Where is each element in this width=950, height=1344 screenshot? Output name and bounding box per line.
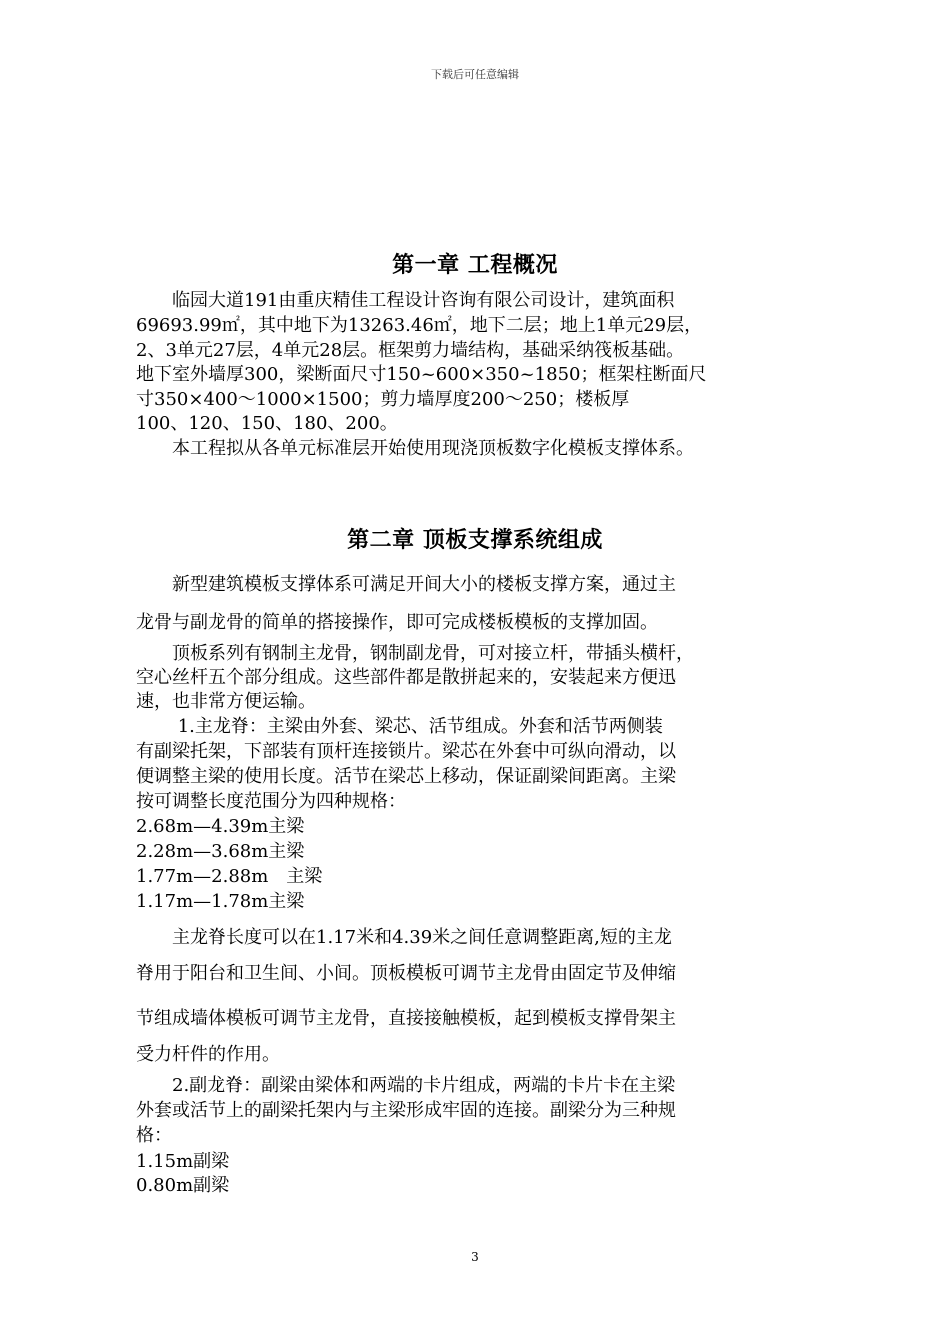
chapter-1-title: 第一章 工程概况 (392, 253, 558, 278)
body-line: 100、120、150、180、200。 (136, 413, 398, 434)
body-line: 龙骨与副龙骨的简单的搭接操作，即可完成楼板模板的支撑加固。 (136, 612, 658, 633)
spec-line: 0.80m副梁 (136, 1175, 230, 1196)
page-header: 下载后可任意编辑 (431, 68, 519, 81)
body-line: 速，也非常方便运输。 (136, 691, 316, 712)
body-line: 节组成墙体模板可调节主龙骨，直接接触模板，起到模板支撑骨架主 (136, 1008, 676, 1029)
body-line: 按可调整长度范围分为四种规格： (136, 791, 406, 812)
body-line: 受力杆件的作用。 (136, 1044, 280, 1065)
body-line: 格： (136, 1125, 172, 1146)
spec-line: 1.77m—2.88m 主梁 (136, 866, 323, 887)
body-line: 寸350×400～1000×1500；剪力墙厚度200～250；楼板厚 (136, 389, 630, 410)
body-line: 2、3单元27层，4单元28层。框架剪力墙结构，基础采纳筏板基础。 (136, 340, 685, 361)
body-line: 主龙脊长度可以在1.17米和4.39米之间任意调整距离,短的主龙 (136, 927, 672, 948)
body-line: 2.副龙脊：副梁由梁体和两端的卡片组成，两端的卡片卡在主梁 (136, 1075, 676, 1096)
body-line: 有副梁托架，下部装有顶杆连接锁片。梁芯在外套中可纵向滑动，以 (136, 741, 676, 762)
page-number: 3 (471, 1250, 479, 1264)
body-line: 本工程拟从各单元标准层开始使用现浇顶板数字化模板支撑体系。 (136, 438, 694, 459)
body-line: 顶板系列有钢制主龙骨，钢制副龙骨，可对接立杆，带插头横杆， (136, 643, 694, 664)
body-line: 外套或活节上的副梁托架内与主梁形成牢固的连接。副梁分为三种规 (136, 1100, 676, 1121)
spec-line: 2.68m—4.39m主梁 (136, 816, 305, 837)
body-line: 1.主龙脊：主梁由外套、梁芯、活节组成。外套和活节两侧装 (136, 716, 663, 737)
spec-line: 1.17m—1.78m主梁 (136, 891, 305, 912)
spec-line: 2.28m—3.68m主梁 (136, 841, 305, 862)
body-line: 69693.99㎡，其中地下为13263.46㎡，地下二层；地上1单元29层， (136, 315, 703, 336)
body-line: 临园大道191由重庆精佳工程设计咨询有限公司设计，建筑面积 (136, 290, 675, 311)
body-line: 新型建筑模板支撑体系可满足开间大小的楼板支撑方案，通过主 (136, 574, 676, 595)
body-line: 脊用于阳台和卫生间、小间。顶板模板可调节主龙骨由固定节及伸缩 (136, 963, 676, 984)
body-line: 地下室外墙厚300，梁断面尺寸150~600×350~1850；框架柱断面尺 (136, 364, 707, 385)
body-line: 空心丝杆五个部分组成。这些部件都是散拼起来的，安装起来方便迅 (136, 667, 676, 688)
body-line: 便调整主梁的使用长度。活节在梁芯上移动，保证副梁间距离。主梁 (136, 766, 676, 787)
chapter-2-title: 第二章 顶板支撑系统组成 (347, 528, 603, 553)
spec-line: 1.15m副梁 (136, 1151, 230, 1172)
